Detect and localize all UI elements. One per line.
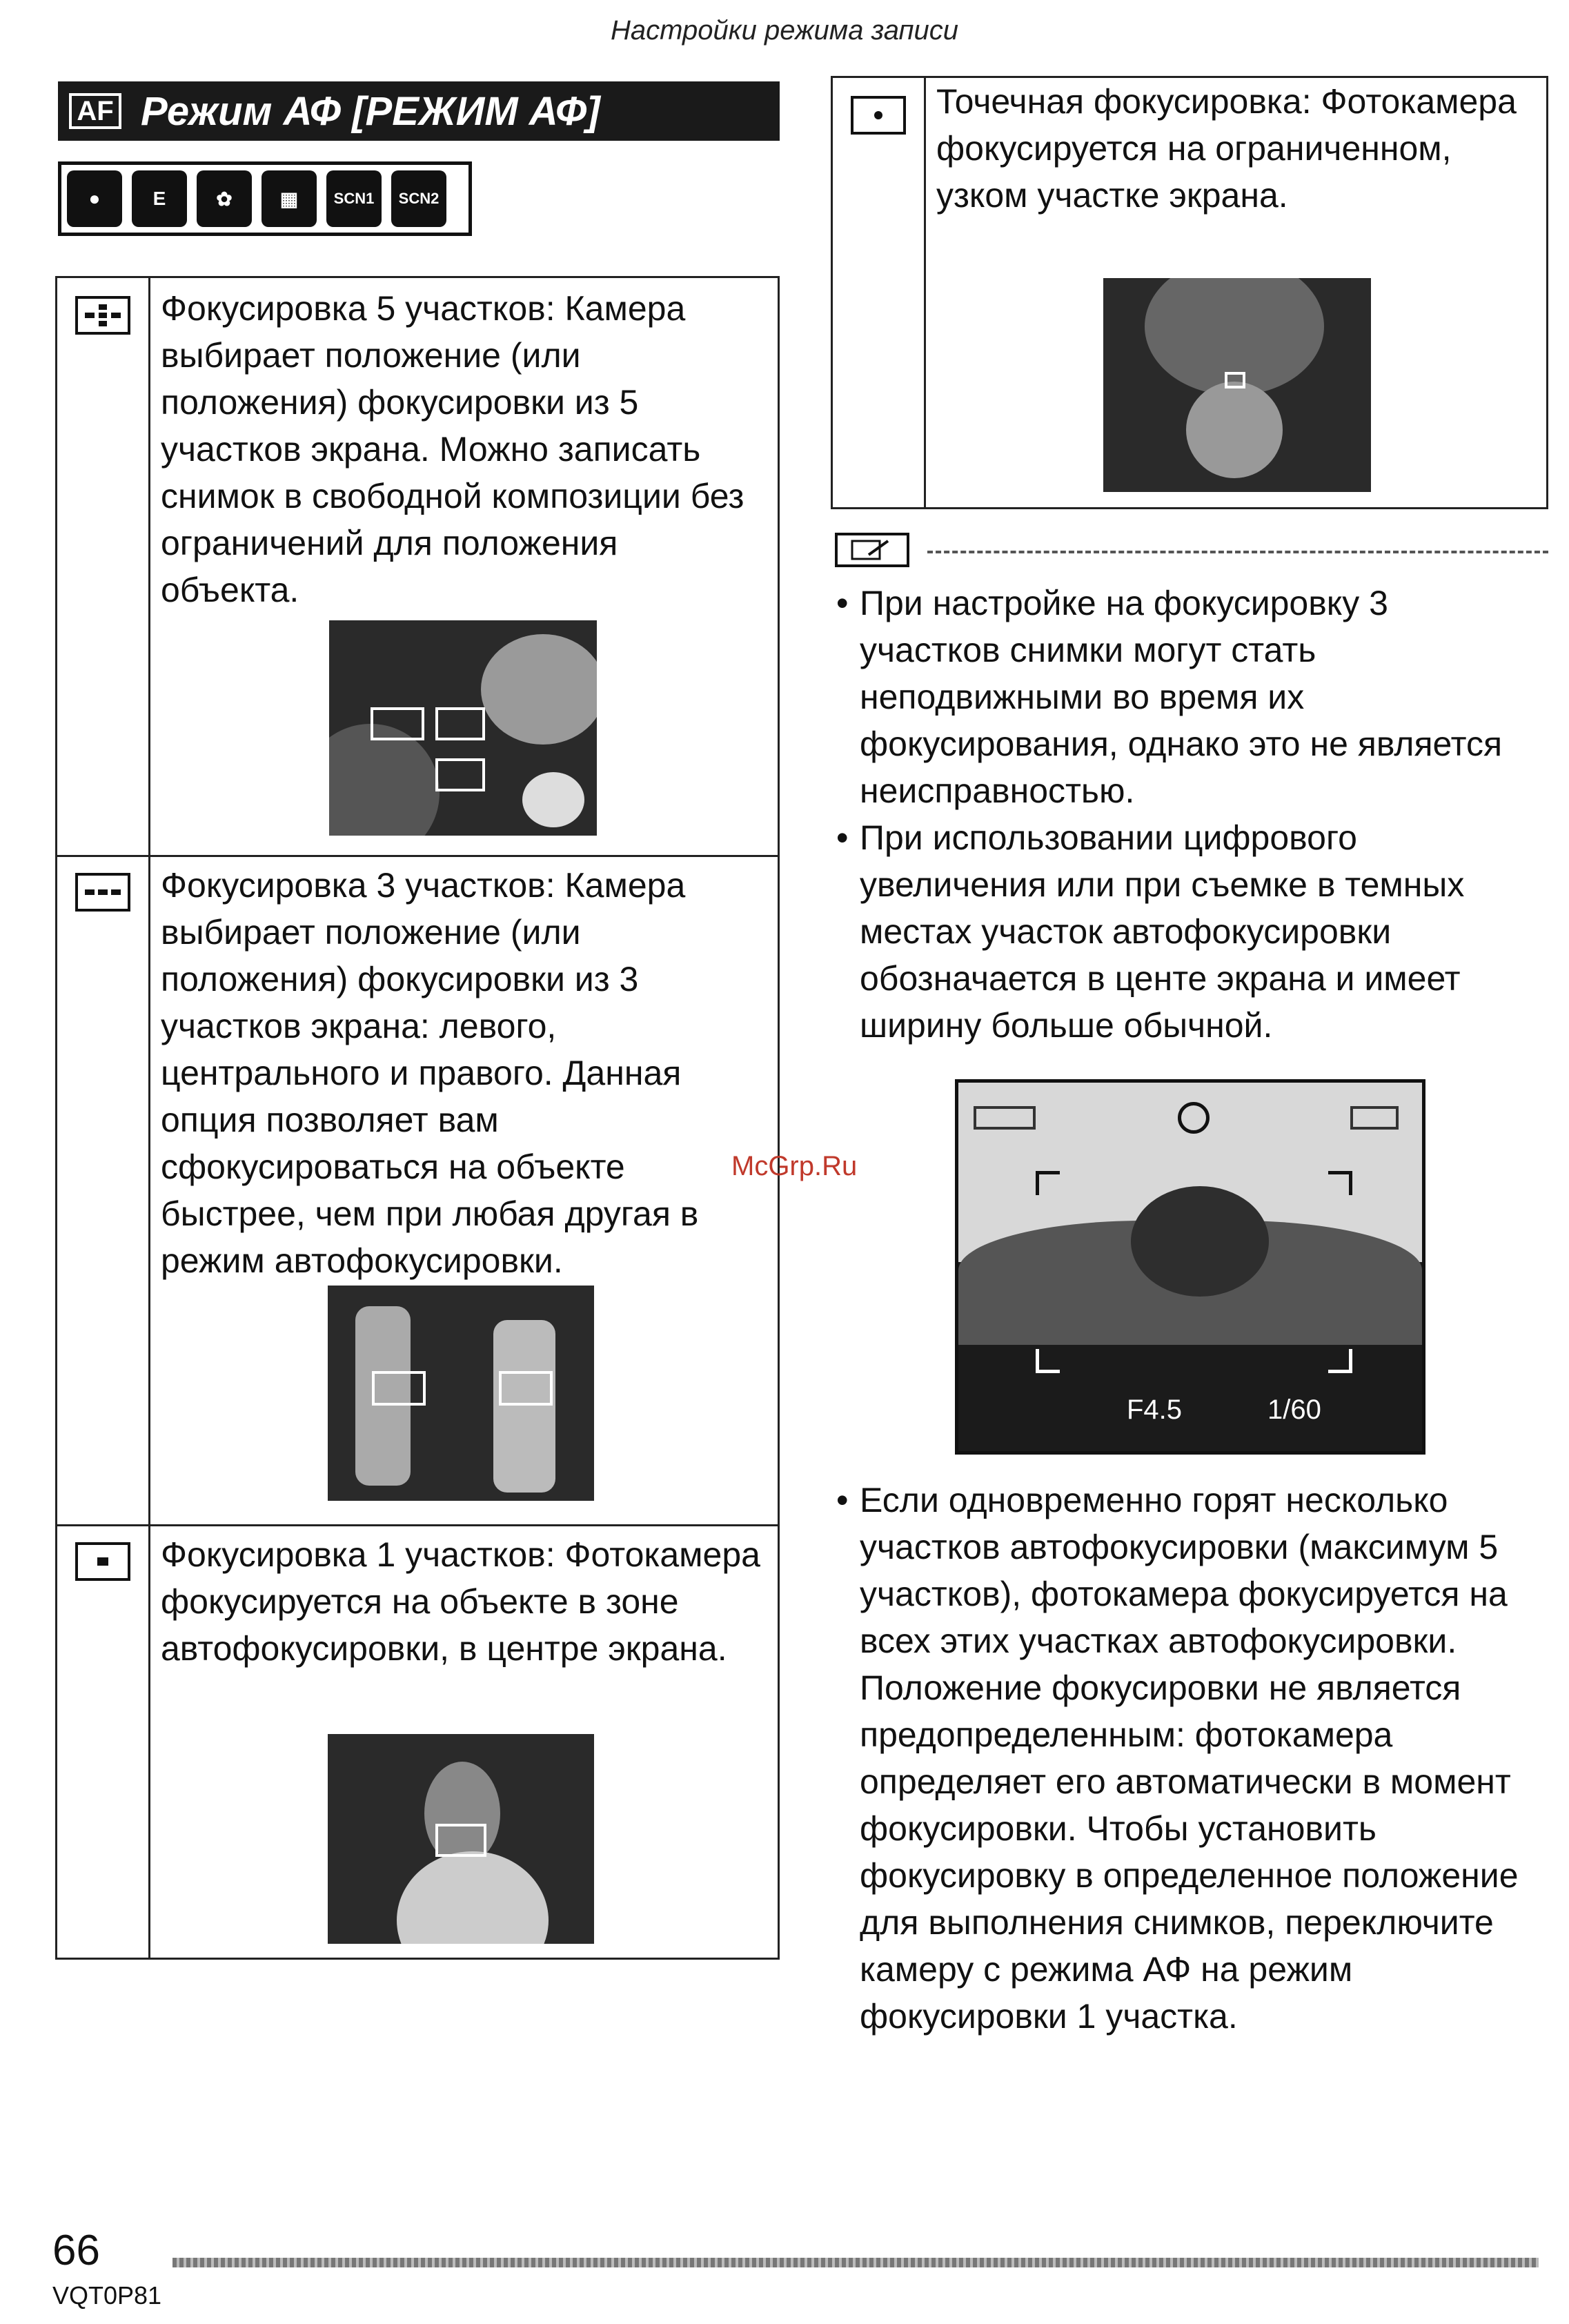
camera-screen-illustration — [955, 1079, 1425, 1455]
note-paragraph: Положение фокусировки не является предопределенным: фотокамера определяет его автоматически в момент фокусировки. Чтобы установить фокусировку в определенное положение для выполнения снимков, переключите камеру с режима АФ на режим фокусировки 1 участка. — [860, 1668, 1519, 2036]
scn2-icon: SCN2 — [391, 170, 446, 227]
af-frame-corner — [1036, 1349, 1060, 1373]
af-frame-corner — [1036, 1171, 1060, 1195]
film-icon: ▦ — [262, 170, 317, 227]
notes-block-1 — [836, 580, 1526, 1049]
page-number: 66 — [52, 2227, 100, 2274]
aperture-readout: F4.5 — [1127, 1395, 1183, 1425]
notes-block-2 — [836, 1477, 1547, 2040]
af-frame-corner — [1328, 1171, 1352, 1195]
af-area-frame — [435, 758, 485, 791]
focus-circle-icon — [1178, 1102, 1210, 1134]
one-area-focus-icon — [75, 1542, 130, 1581]
spot-focus-table — [831, 76, 1548, 509]
shutter-readout: 1/60 — [1267, 1395, 1321, 1425]
spot-focus-example-photo — [1103, 278, 1371, 492]
af-badge: AF — [69, 93, 121, 129]
note-bullet: • При использовании цифрового увеличения или при съемке в темных местах участок автофокусировки обозначается в центе экрана и имеет ширину больше обычной. — [836, 814, 1526, 1049]
footer-rule — [172, 2258, 1539, 2267]
camera-icon: ● — [67, 170, 122, 227]
spot-frame — [1225, 372, 1245, 388]
table-row — [57, 278, 778, 857]
three-area-focus-icon — [75, 873, 130, 912]
running-header: Настройки режима записи — [610, 15, 959, 46]
note-bullet: • Если одновременно горят несколько участков автофокусировки (максимум 5 участков), фотокамера фокусируется на всех этих участках автофокусировки. — [836, 1477, 1547, 1664]
section-title: Режим АФ [РЕЖИМ АФ] — [141, 88, 600, 134]
note-divider — [927, 551, 1548, 553]
three-area-example-photo — [328, 1286, 594, 1501]
five-area-focus-icon — [75, 296, 130, 335]
icon-cell — [833, 78, 926, 507]
icon-cell — [57, 855, 150, 1524]
spot-focus-description: Точечная фокусировка: Фотокамера фокусируется на ограниченном, узком участке экрана. — [936, 82, 1517, 215]
battery-icon — [1350, 1106, 1399, 1130]
three-area-description: Фокусировка 3 участков: Камера выбирает положение (или положения) фокусировки из 3 участков экрана: левого, центрального и правого. Данная опция позволяет вам сфокусироваться на объекте быстрее, чем при любая другая в режим автофокусировки. — [161, 866, 699, 1280]
af-area-frame — [435, 1824, 486, 1857]
scn1-icon: SCN1 — [326, 170, 382, 227]
one-area-example-photo — [328, 1734, 594, 1944]
macro-tulip-icon: ✿ — [197, 170, 252, 227]
spot-focus-icon — [851, 96, 906, 135]
one-area-description: Фокусировка 1 участков: Фотокамера фокусируется на объекте в зоне автофокусировки, в центре экрана. — [161, 1535, 760, 1668]
icon-cell — [57, 278, 150, 855]
five-area-description: Фокусировка 5 участков: Камера выбирает положение (или положения) фокусировки из 5 участков экрана. Можно записать снимок в свободной композиции без ограничений для положения объекта. — [161, 289, 744, 609]
table-row — [57, 1524, 778, 1958]
af-frame-corner — [1328, 1349, 1352, 1373]
af-area-frame — [372, 1371, 426, 1406]
document-code: VQT0P81 — [52, 2281, 162, 2310]
af-area-frame — [371, 707, 424, 740]
af-area-frame — [499, 1371, 553, 1406]
af-area-frame — [435, 707, 485, 740]
economy-icon: E — [132, 170, 187, 227]
applicable-modes — [58, 161, 472, 236]
watermark: McGrp.Ru — [731, 1151, 858, 1181]
focus-mode-table — [55, 276, 780, 1960]
note-bullet: • При настройке на фокусировку 3 участков снимки могут стать неподвижными во время их фокусирования, однако это не является неисправностью. — [836, 580, 1526, 814]
note-icon — [835, 533, 909, 567]
section-title-bar — [58, 81, 780, 141]
five-area-example-photo — [329, 620, 597, 836]
table-row — [57, 855, 778, 1526]
icon-cell — [57, 1524, 150, 1958]
mode-icon — [974, 1106, 1036, 1130]
